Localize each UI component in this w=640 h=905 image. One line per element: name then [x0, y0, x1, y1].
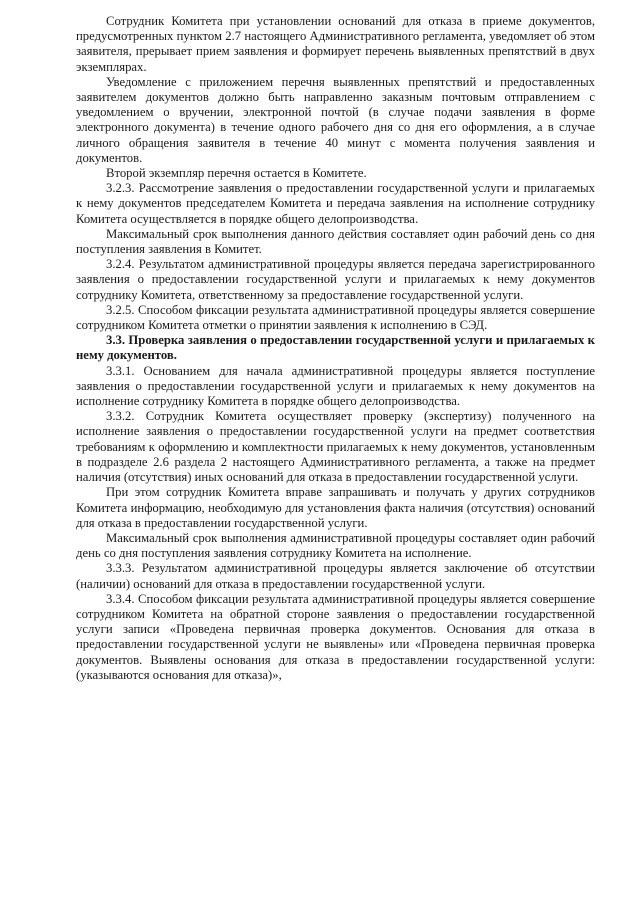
- paragraph-max-term-1: Максимальный срок выполнения данного действия составляет один рабочий день со дня поступления заявления в Комитет.: [76, 226, 595, 257]
- paragraph-3-2-3: 3.2.3. Рассмотрение заявления о предоставлении государственной услуги и прилагаемых к нему документов председателем Комитета и передача заявления на исполнение сотруднику Комитета осуществляется в порядке общего делопроизводства.: [76, 181, 595, 226]
- paragraph-3-2-5: 3.2.5. Способом фиксации результата административной процедуры является совершение сотрудником Комитета отметки о принятии заявления к исполнению в СЭД.: [76, 302, 595, 333]
- paragraph-notification-delivery: Уведомление с приложением перечня выявленных препятствий и предоставленных заявителем документов должно быть направленно заказным почтовым отправлением с уведомлением о вручении, электронной почтой (в случае подачи заявления в форме электронного документа) в течение одного рабочего дня со дня его оформления, а в случае личного обращения заявителя в течение 40 минут с момента получения заявления и документов.: [76, 74, 595, 165]
- paragraph-3-3-2: 3.3.2. Сотрудник Комитета осуществляет проверку (экспертизу) полученного на исполнение заявления о предоставлении государственной услуги на предмет соответствия требованиям к оформлению и комплектности прилагаемых к нему документов, установленным в подразделе 2.6 раздела 2 настоящего Административного регламента, а также на предмет наличия (отсутствия) иных оснований для отказа в предоставлении государственной услуги.: [76, 409, 595, 485]
- section-heading-3-3: 3.3. Проверка заявления о предоставлении государственной услуги и прилагаемых к нему документов.: [76, 333, 595, 363]
- paragraph-3-3-3: 3.3.3. Результатом административной процедуры является заключение об отсутствии (наличии) оснований для отказа в предоставлении государственной услуги.: [76, 561, 595, 591]
- paragraph-max-term-2: Максимальный срок выполнения административной процедуры составляет один рабочий день со дня поступления заявления сотруднику Комитета на исполнение.: [76, 530, 595, 561]
- paragraph-refusal-notice: Сотрудник Комитета при установлении оснований для отказа в приеме документов, предусмотренных пунктом 2.7 настоящего Административного регламента, уведомляет об этом заявителя, прерывает прием заявления и формирует перечень выявленных препятствий в двух экземплярах.: [76, 14, 595, 74]
- paragraph-3-3-4: 3.3.4. Способом фиксации результата административной процедуры является совершение сотрудником Комитета на обратной стороне заявления о предоставлении государственной услуги записи «Проведена первичная проверка документов. Основания для отказа в предоставлении государственной услуги не выявлены» или «Проведена первичная проверка документов. Выявлены основания для отказа в предоставлении государственной услуги: (указываются основания для отказа)»,: [76, 591, 595, 682]
- paragraph-3-3-1: 3.3.1. Основанием для начала административной процедуры является поступление заявления о предоставлении государственной услуги и прилагаемых к нему документов на исполнение сотруднику Комитета в порядке общего делопроизводства.: [76, 363, 595, 409]
- paragraph-3-2-4: 3.2.4. Результатом административной процедуры является передача зарегистрированного заявления о предоставлении государственной услуги и прилагаемых к нему документов сотруднику Комитета, ответственному за предоставление государственной услуги.: [76, 257, 595, 302]
- paragraph-request-info: При этом сотрудник Комитета вправе запрашивать и получать у других сотрудников Комитета информацию, необходимую для установления факта наличия (отсутствия) оснований для отказа в предоставлении государственной услуги.: [76, 485, 595, 530]
- paragraph-second-copy: Второй экземпляр перечня остается в Комитете.: [106, 166, 367, 181]
